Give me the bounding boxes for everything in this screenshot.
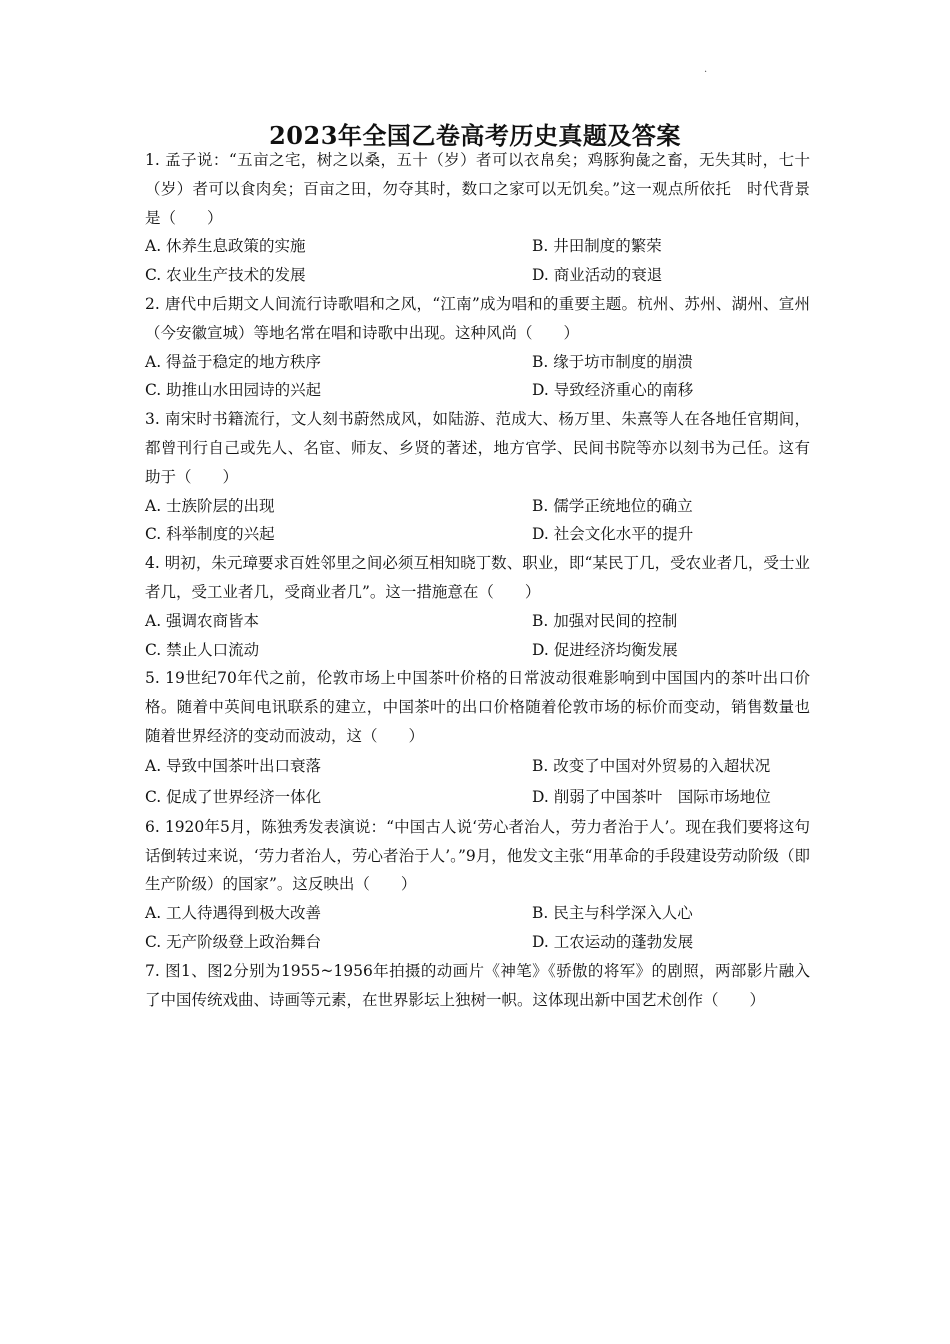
question-1-options-row-1 [145,232,810,261]
question-7-text: 7. 图1、图2分别为1955~1956年拍摄的动画片《神笔》《骄傲的将军》的剧照，两部影片融入了中国传统戏曲、诗画等元素，在世界影坛上独树一帜。这体现出新中国艺术创作（ ） [145,961,810,1009]
question-1-options-row-2 [145,261,810,290]
question-1-option-a: A. 休养生息政策的实施 [145,237,306,256]
question-1-option-d: D. 商业活动的衰退 [532,266,663,285]
question-2-option-d: D. 导致经济重心的南移 [532,381,694,400]
question-5-options-row-2 [145,782,810,813]
question-3-option-a: A. 士族阶层的出现 [145,496,275,515]
question-5-option-d: D. 削弱了中国茶叶 国际市场地位 [532,787,771,806]
question-7 [145,957,810,1015]
question-6-option-d: D. 工农运动的蓬勃发展 [532,932,694,951]
question-1 [145,146,810,290]
question-4 [145,549,810,664]
question-6-option-a: A. 工人待遇得到极大改善 [145,904,322,923]
question-5-text: 5. 19世纪70年代之前，伦敦市场上中国茶叶价格的日常波动很难影响到中国国内的茶叶出口价格。随着中英间电讯联系的建立，中国茶叶的出口价格随着伦敦市场的标价而变动，销售数量也随着世界经济的变动而波动，这（ ） [145,669,810,745]
question-2-option-a: A. 得益于稳定的地方秩序 [145,352,322,371]
question-1-text: 1. 孟子说：“五亩之宅，树之以桑，五十（岁）者可以衣帛矣；鸡豚狗彘之畜，无失其时，七十（岁）者可以食肉矣；百亩之田，勿夺其时，数口之家可以无饥矣。”这一观点所依托 时代背景是（ ） [145,151,810,227]
question-2-text: 2. 唐代中后期文人间流行诗歌唱和之风，“江南”成为唱和的重要主题。杭州、苏州、湖州、宣州（今安徽宣城）等地名常在唱和诗歌中出现。这种风尚（ ） [145,294,810,342]
question-5-option-a: A. 导致中国茶叶出口衰落 [145,756,322,775]
question-5 [145,664,810,812]
question-list [145,146,810,1014]
question-6-options-row-2 [145,928,810,957]
question-6-options-row-1 [145,899,810,928]
question-4-option-b: B. 加强对民间的控制 [532,611,678,630]
question-6-text: 6. 1920年5月，陈独秀发表演说：“中国古人说‘劳心者治人，劳力者治于人’。现在我们要将这句话倒转过来说，‘劳力者治人，劳心者治于人’。”9月，他发文主张“用革命的手段建设劳动阶级（即生产阶级）的国家”。这反映出（ ） [145,817,810,894]
question-6 [145,813,810,957]
question-3-options-row-2 [145,520,810,549]
question-3-text: 3. 南宋时书籍流行，文人刻书蔚然成风，如陆游、范成大、杨万里、朱熹等人在各地任官期间，都曾刊行自己或先人、名宦、师友、乡贤的著述，地方官学、民间书院等亦以刻书为己任。这有助于（ ） [145,410,810,486]
question-4-options-row-1 [145,607,810,636]
question-5-option-b: B. 改变了中国对外贸易的入超状况 [532,756,771,775]
question-3-option-c: C. 科举制度的兴起 [145,525,275,544]
question-3 [145,405,810,549]
question-2-option-b: B. 缘于坊市制度的崩溃 [532,352,693,371]
header-dot: . [704,64,708,75]
page-title: 2023年全国乙卷高考历史真题及答案 [269,121,681,150]
question-4-option-a: A. 强调农商皆本 [145,611,260,630]
question-2-options-row-2 [145,376,810,405]
question-4-text: 4. 明初，朱元璋要求百姓邻里之间必须互相知晓丁数、职业，即“某民丁几，受农业者几，受士业者几，受工业者几，受商业者几”。这一措施意在（ ） [145,554,810,601]
question-2-options-row-1 [145,348,810,377]
question-4-options-row-2 [145,636,810,665]
question-5-option-c: C. 促成了世界经济一体化 [145,787,322,806]
question-5-options-row-1 [145,751,810,782]
question-4-option-d: D. 促进经济均衡发展 [532,640,678,659]
question-1-option-c: C. 农业生产技术的发展 [145,266,306,285]
question-3-option-d: D. 社会文化水平的提升 [532,525,694,544]
question-6-option-c: C. 无产阶级登上政治舞台 [145,932,322,951]
question-2-option-c: C. 助推山水田园诗的兴起 [145,381,322,400]
question-4-option-c: C. 禁止人口流动 [145,640,260,659]
question-2 [145,290,810,405]
question-6-option-b: B. 民主与科学深入人心 [532,904,693,923]
question-1-option-b: B. 井田制度的繁荣 [532,237,662,256]
question-3-options-row-1 [145,492,810,521]
question-3-option-b: B. 儒学正统地位的确立 [532,496,693,515]
